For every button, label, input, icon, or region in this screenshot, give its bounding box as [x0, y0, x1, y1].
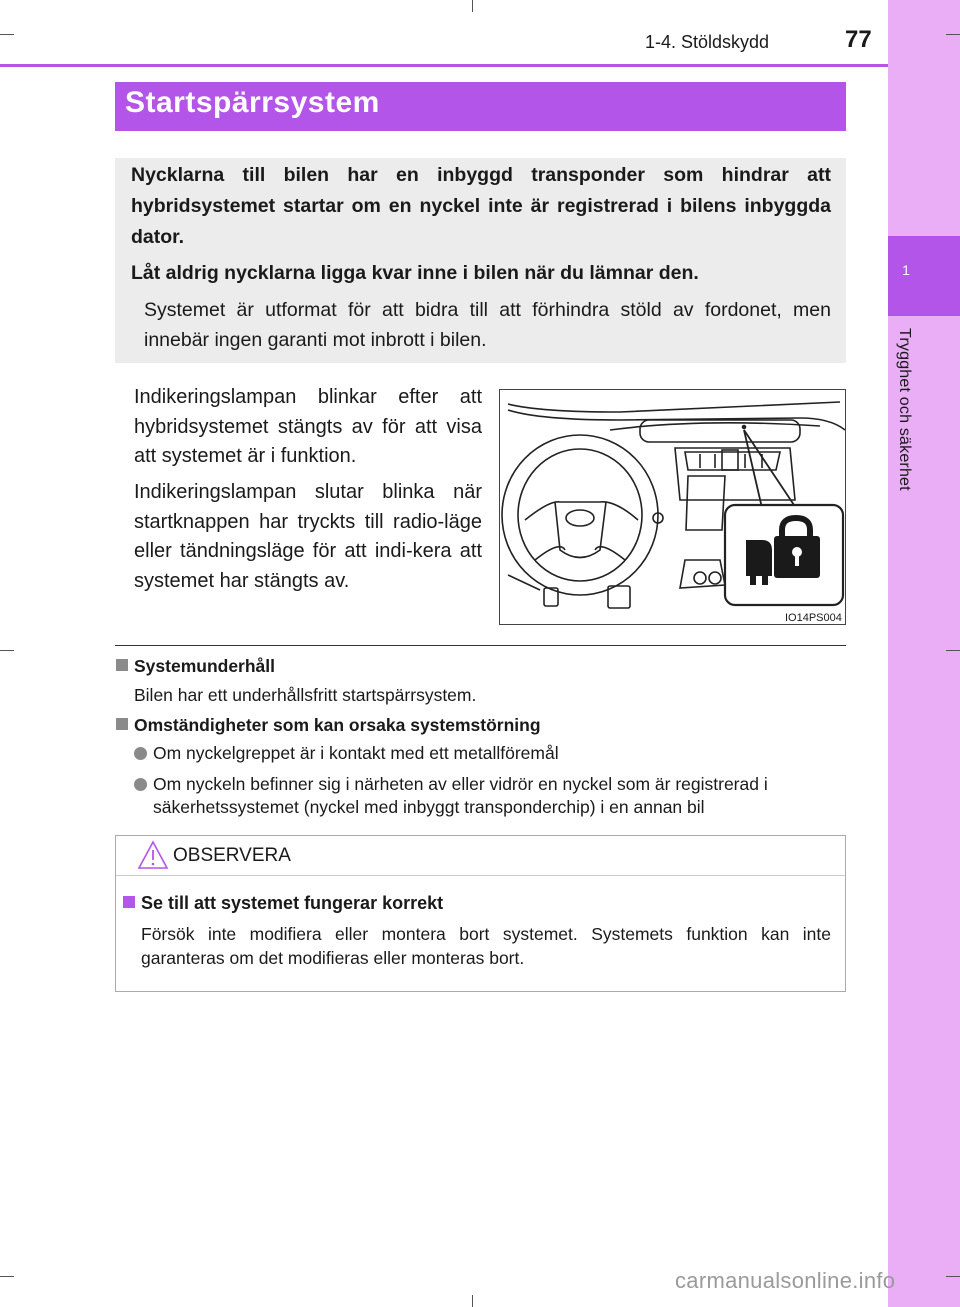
page-number: 77: [845, 26, 872, 53]
section-heading-maintenance: [116, 656, 275, 677]
square-bullet-icon: [116, 718, 128, 730]
section-heading-text: Systemunderhåll: [134, 656, 276, 676]
intro-bold-warning: Låt aldrig nycklarna ligga kvar inne i bilen när du lämnar den.: [131, 262, 699, 284]
page-title: Startspärrsystem: [125, 86, 380, 119]
crop-mark: [946, 34, 960, 35]
chapter-number: 1: [902, 262, 910, 278]
warning-heading: [123, 893, 443, 914]
intro-note: Systemet är utformat för att bidra till att förhindra stöld av fordonet, men innebär ingen garanti mot inbrott i bilen.: [144, 299, 831, 351]
figure-code: IO14PS004: [785, 612, 842, 624]
list-item-text: Om nyckelgreppet är i kontakt med ett metallföremål: [153, 743, 559, 763]
section-heading-text: Omständigheter som kan orsaka systemstörning: [134, 715, 541, 735]
circle-bullet-icon: [134, 778, 147, 791]
section-text: Bilen har ett underhållsfritt startspärrsystem.: [134, 685, 477, 705]
dashboard-illustration: [499, 389, 846, 625]
circle-bullet-icon: [134, 747, 147, 760]
section-separator: [115, 645, 846, 646]
crop-mark: [946, 650, 960, 651]
intro-bold-paragraph: Nycklarna till bilen har en inbyggd transponder som hindrar att hybridsystemet startar om en nyckel inte är registrerad i bilens inbyggda dator.: [131, 164, 831, 248]
dashboard-drawing: [500, 390, 846, 625]
warning-text: Försök inte modifiera eller montera bort systemet. Systemets funktion kan inte garanteras om det modifieras eller monteras bort.: [141, 924, 831, 968]
section-heading-disturbance: [116, 715, 541, 736]
watermark: carmanualsonline.info: [675, 1268, 896, 1293]
chapter-label: Trygghet och säkerhet: [896, 328, 913, 491]
crop-mark: [0, 650, 14, 651]
description-paragraph-1: Indikeringslampan blinkar efter att hybridsystemet stängts av för att visa att systemet är i funktion.: [134, 386, 482, 467]
warning-triangle-icon: [137, 840, 169, 870]
crop-mark: [946, 1276, 960, 1277]
header-rule: [0, 64, 888, 67]
warning-divider: [116, 875, 845, 876]
crop-mark: [0, 34, 14, 35]
description-paragraph-2: Indikeringslampan slutar blinka när startknappen har tryckts till radio-läge eller tändningsläge för att indi-kera att systemet har stängts av.: [134, 481, 482, 592]
section-title: 1-4. Stöldskydd: [645, 32, 770, 52]
square-bullet-icon: [116, 659, 128, 671]
crop-mark: [0, 1276, 14, 1277]
list-item-text: Om nyckeln befinner sig i närheten av eller vidrör en nyckel som är registrerad i säkerhetssystemet (nyckel med inbyggt transponderchip) i en annan bil: [153, 774, 768, 817]
warning-title: OBSERVERA: [173, 845, 291, 866]
warning-heading-text: Se till att systemet fungerar korrekt: [141, 893, 444, 913]
crop-mark: [472, 1295, 473, 1307]
crop-mark: [472, 0, 473, 12]
square-bullet-icon: [123, 896, 135, 908]
side-band: [888, 0, 960, 1307]
